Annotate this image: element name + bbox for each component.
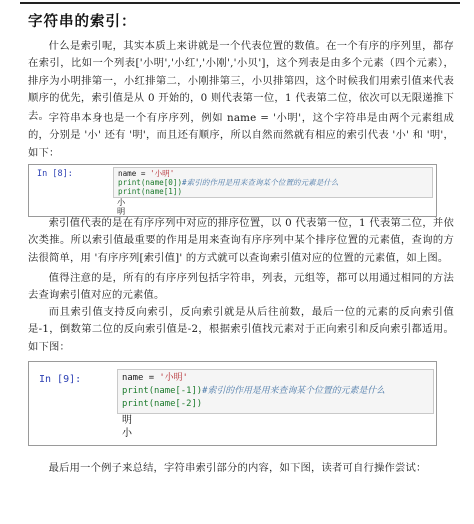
code-input-area[interactable] [113,167,433,198]
code-cell-positive-index[interactable] [28,164,437,217]
section-heading: 字符串的索引： [28,14,137,30]
code-line-print-second-last: print(name[-2]) [122,399,203,410]
cell-output: 明 小 [122,415,132,439]
cell-prompt: In [9]: [39,374,82,385]
code-line-assign: name = '小明' [122,373,188,383]
code-line-print-last: print(name[-1])#索引的作用是用来查询某个位置的元素是什么 [122,386,385,397]
code-cell-negative-index[interactable] [28,361,437,446]
cell-output: 小 明 [117,197,126,216]
cell-prompt: In [8]: [37,169,73,179]
paragraph-summary: 最后用一个例子来总结，字符串索引部分的内容，如下图，读者可自行操作尝试： [48,462,427,474]
code-block [118,170,338,196]
code-block [122,372,385,412]
paragraph-string-sequence: 字符串本身也是一个有序序列，例如 name = '小明'，这个字符串是由两个元素组成的，分别是 '小' 还有 '明'，而且还有顺序，所以自然而然就有相应的索引代表 '小' 和 '明'，如下： [28,112,454,159]
code-line-assign: name = '小明' [118,169,175,178]
code-input-area[interactable] [117,369,434,414]
top-rule [20,2,460,4]
paragraph-note: 值得注意的是，所有的有序序列包括字符串，列表，元组等，都可以用通过相同的方法去查询索引值对应的元素值。 [28,272,454,302]
paragraph-reverse-index: 而且索引值支持反向索引，反向索引就是从后往前数，最后一位的元素的反向索引值是-1，倒数第二位的反向索引值是-2，根据索引值找元素对于正向索引和反向索引都适用。如下图： [28,306,454,353]
code-line-print-second: print(name[1]) [118,186,183,196]
paragraph-index-meaning: 索引值代表的是在有序序列中对应的排序位置，以 0 代表第一位，1 代表第二位，并依次类推。所以索引值最重要的作用是用来查询有序序列中某个排序位置的元素值，查询的方法很简单，用 '有序序列[索引值]' 的方式就可以查询索引值对应的位置的元素值，如上图。 [28,217,454,264]
paragraph-index-intro: 什么是索引呢，其实本质上来讲就是一个代表位置的数值。在一个有序的序列里，都存在索引，比如一个列表['小明','小红','小刚','小贝']，这个列表是由多个元素（四个元素），排序为小明排第一，小红排第二，小刚排第三，小贝排第四，这个时候我们用索引值来代表顺序的优先，索引值是从 0 开始的，0 则代表第一位，1 代表第二位，依次可以无限递推下去。 [28,40,454,122]
code-line-print-first: print(name[0])#索引的作用是用来查询某个位置的元素是什么 [118,177,339,187]
